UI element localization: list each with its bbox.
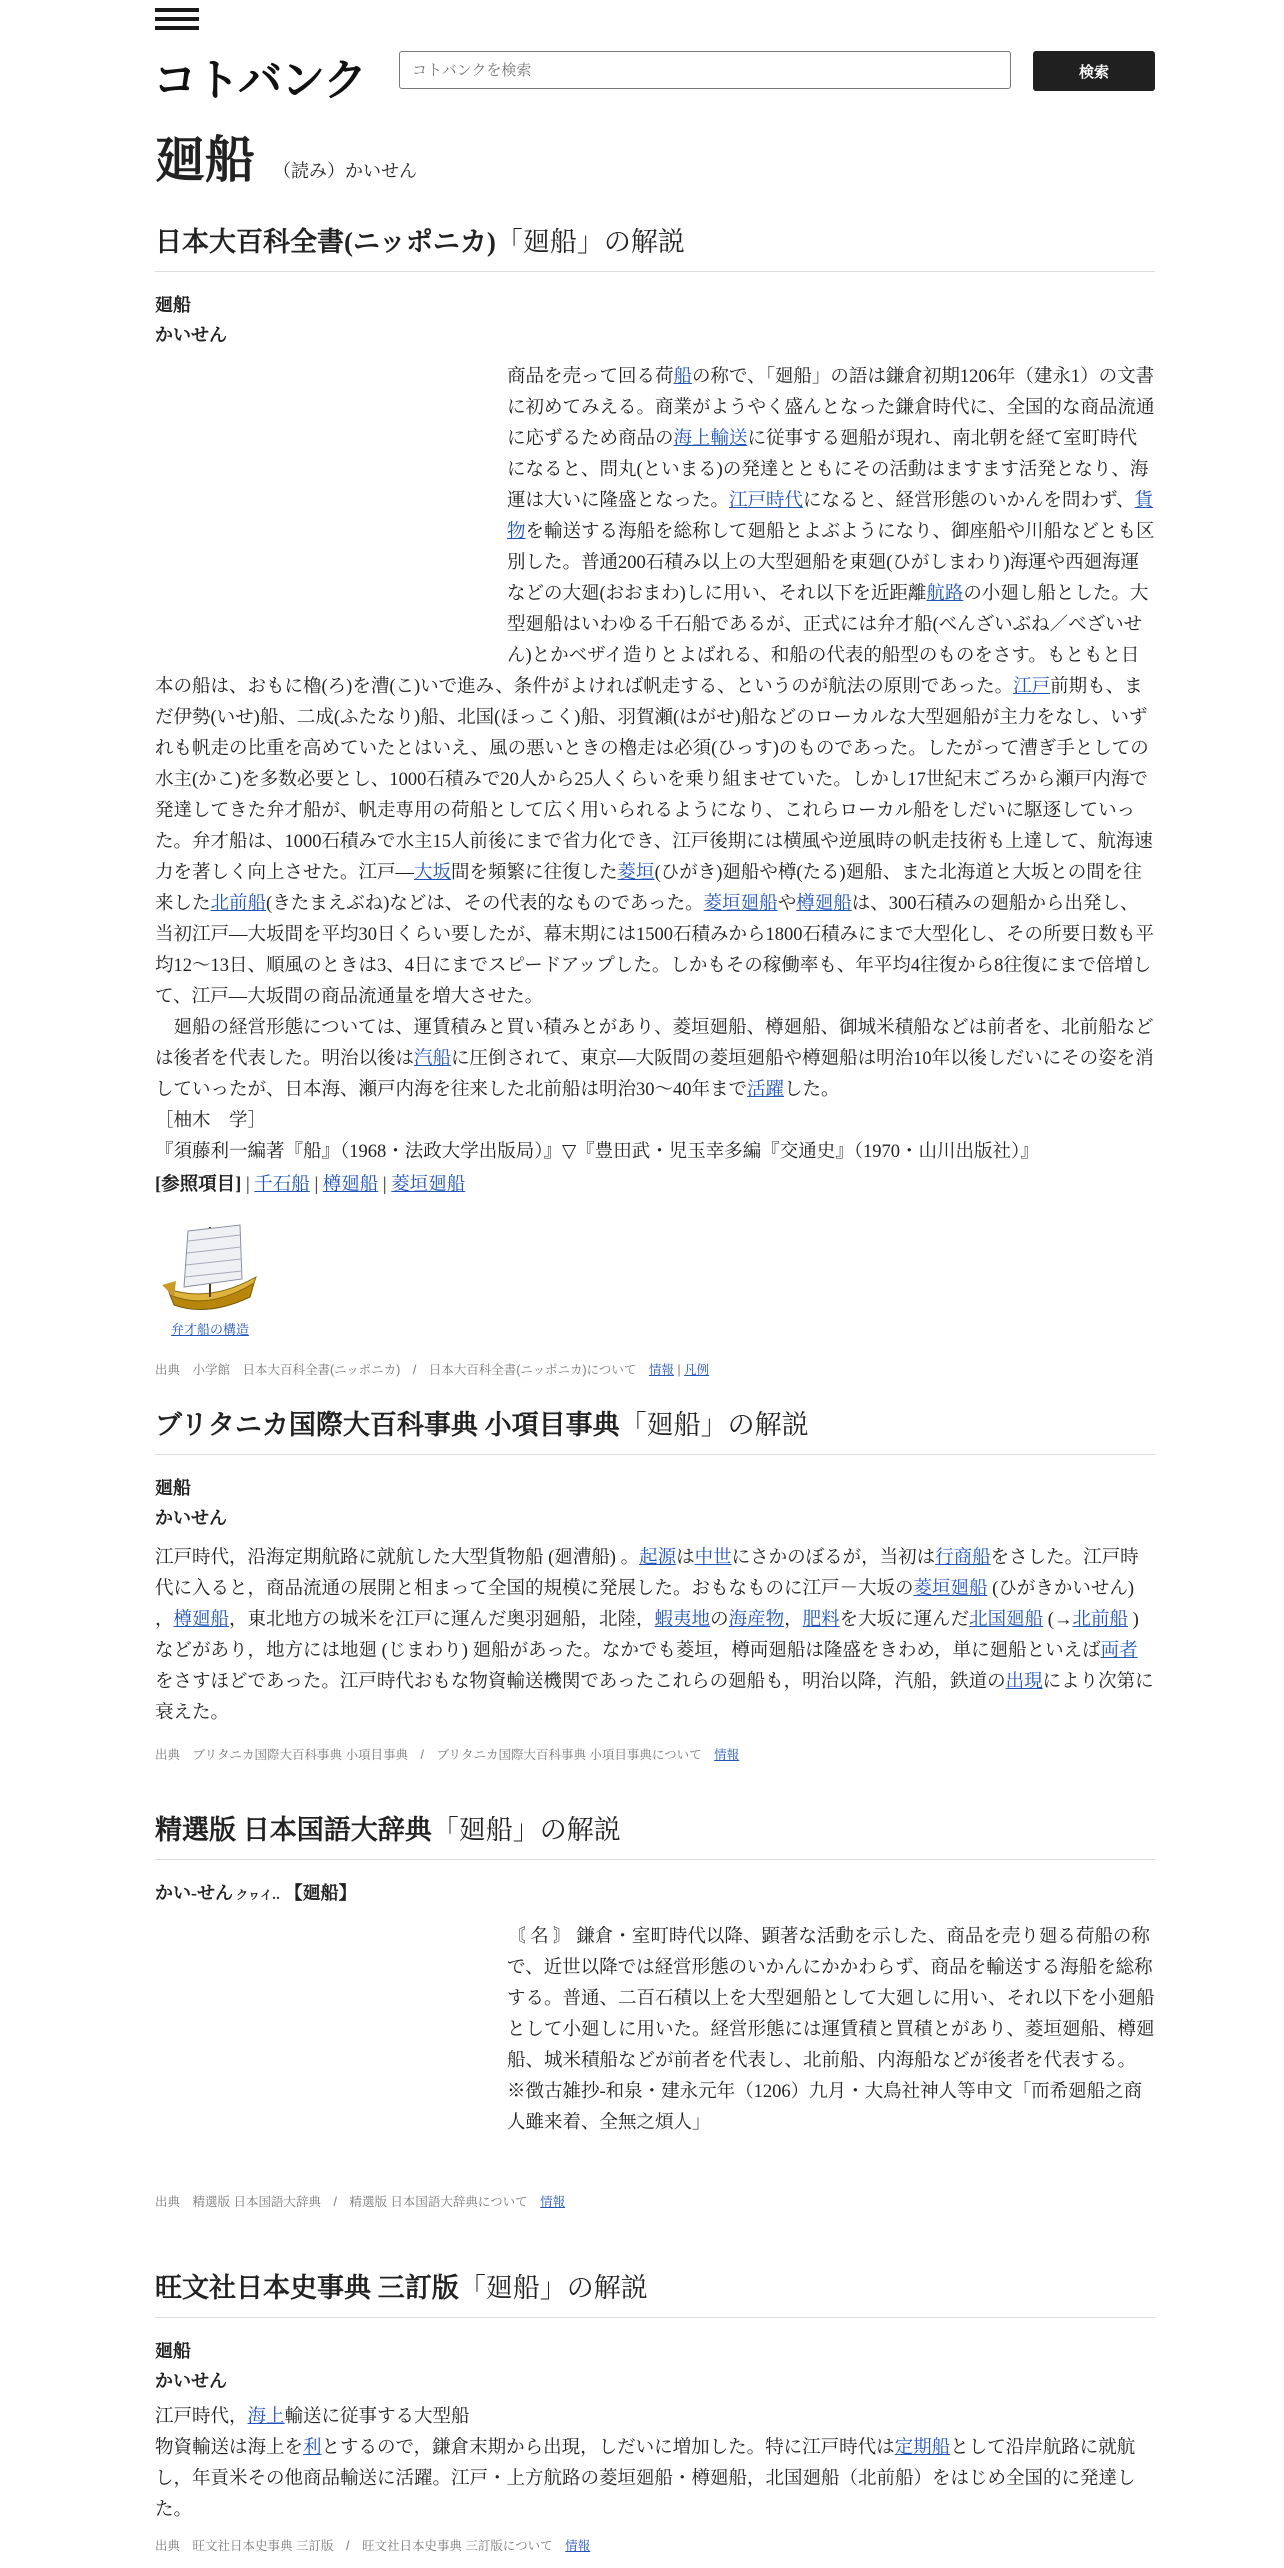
info-link[interactable]: 情報 (714, 1748, 740, 1762)
dictionary-name: 精選版 日本国語大辞典 (155, 1815, 432, 1845)
link[interactable]: 貨物 (507, 491, 1154, 542)
source-line: 出典 ブリタニカ国際大百科事典 小項目事典 / ブリタニカ国際大百科事典 小項目事典について 情報 (155, 1748, 740, 1762)
info-link[interactable]: 情報 (648, 1363, 674, 1377)
summary: 江戸時代，海上輸送に従事する大型船 (155, 2407, 470, 2427)
page-title (155, 120, 417, 192)
heading-suffix: 「廻船」の解説 (458, 2273, 648, 2303)
section-heading (155, 220, 1155, 272)
link[interactable]: 江戸 (1013, 677, 1051, 697)
source-line: 出典 精選版 日本国語大辞典 / 精選版 日本国語大辞典について 情報 (155, 2195, 566, 2209)
entry-word: 廻船 (155, 132, 255, 188)
heading-suffix: 「廻船」の解説 (619, 1410, 809, 1440)
link[interactable]: 航路 (926, 584, 964, 604)
ship-image[interactable] (158, 1211, 262, 1319)
link[interactable]: 船 (673, 367, 693, 387)
see-also-link[interactable]: 千石船 (254, 1175, 310, 1195)
link[interactable]: 大坂 (414, 863, 452, 883)
headword-reading: かいせん (155, 2371, 227, 2391)
link[interactable]: 北前船 (1072, 1610, 1128, 1630)
figure[interactable] (155, 1211, 265, 1338)
info-link[interactable]: 情報 (540, 2195, 566, 2209)
link[interactable]: 海上輸送 (673, 429, 748, 449)
legend-link[interactable]: 凡例 (684, 1363, 710, 1377)
link[interactable]: 肥料 (802, 1610, 840, 1630)
article-body (155, 1922, 1155, 2192)
source-line: 出典 小学館 日本大百科全書(ニッポニカ) / 日本大百科全書(ニッポニカ)について 情報 | 凡例 (155, 1363, 710, 1377)
headword-reading: かいせん (155, 1508, 227, 1528)
link[interactable]: 樽廻船 (173, 1610, 230, 1630)
link[interactable]: 菱垣廻船 (913, 1579, 988, 1599)
menu-icon[interactable] (155, 8, 199, 30)
link[interactable]: 利 (303, 2438, 322, 2458)
article-body (155, 362, 1155, 1201)
link[interactable]: 活躍 (747, 1080, 785, 1100)
headword-kanji: 廻船 (155, 1478, 191, 1498)
link[interactable]: 中世 (694, 1548, 732, 1568)
link[interactable]: 海産物 (728, 1610, 785, 1630)
link[interactable]: 海上 (247, 2407, 285, 2427)
link[interactable]: 蝦夷地 (654, 1610, 711, 1630)
dictionary-name: 旺文社日本史事典 三訂版 (155, 2273, 459, 2303)
link[interactable]: 汽船 (414, 1049, 452, 1069)
headword-reading: かいせん (155, 325, 227, 345)
heading-suffix: 「廻船」の解説 (495, 227, 685, 257)
headword-kanji: 廻船 (155, 295, 191, 315)
section-heading (155, 1403, 1155, 1455)
figure-caption[interactable]: 弁才船の構造 (170, 1322, 249, 1337)
image-placeholder (155, 362, 507, 662)
search-button[interactable]: 検索 (1033, 51, 1155, 91)
section-kokugo (155, 1808, 1155, 2210)
link[interactable]: 菱垣 (617, 863, 655, 883)
link[interactable]: 行商船 (935, 1548, 991, 1568)
search-input[interactable] (399, 51, 1011, 89)
section-heading (155, 1808, 1155, 1860)
definition: 〘 名 〙 鎌倉・室町時代以降、顕著な活動を示した、商品を売り廻る荷船の称で、近世以降では経営形態のいかんにかかわらず、商品を輸送する海船を総称する。普通、二百石積以上を大型廻船として大廻しに用い、それ以下を小廻船として小廻しに用いた。経営形態には運賃積と買積とがあり、菱垣廻船、樽廻船、城米積船などが前者を代表し、北前船、内海船などが後者を代表する。 (507, 1927, 1155, 2071)
section-obunsha (155, 2266, 1155, 2554)
link[interactable]: 江戸時代 (729, 491, 804, 511)
headword: かい‐せん クヮイ‥ 【廻船】 (155, 1883, 357, 1903)
info-link[interactable]: 情報 (565, 2539, 591, 2553)
paragraph: 商品を売って回る荷船の称で、「廻船」の語は鎌倉初期1206年（建永1）の文書に初めてみえる。商業がようやく盛んとなった鎌倉時代に、全国的な商品流通に応ずるため商品の海上輸送に従事する廻船が現れ、南北朝を経て室町時代になると、問丸(といまる)の発達とともにその活動はますます活発となり、海運は大いに隆盛となった。江戸時代になると、経営形態のいかんを問わず、貨物を輸送する海船を総称して廻船とよぶようになり、御座船や川船などとも区別した。普通200石積み以上の大型廻船を東廻(ひがしまわり)海運や西廻海運などの大廻(おおまわ)しに用い、それ以下を近距離航路の小廻し船とした。大型廻船はいわゆる千石船であるが、正式には弁才船(べんざいぶね／べざいせん)とかベザイ造りとよばれる、和船の代表的船型のものをさす。もともと日本の船は、おもに櫓(ろ)を漕(こ)いで進み、条件がよければ帆走する、というのが航法の原則であった。江戸前期も、まだ伊勢(いせ)船、二成(ふたなり)船、北国(ほっこく)船、羽賀瀬(はがせ)船などのローカルな大型廻船が主力をなし、いずれも帆走の比重を高めていたとはいえ、風の悪いときの櫓走は必須(ひっす)のものであった。したがって漕ぎ手としての水主(かこ)を多数必要とし、1000石積みで20人から25人くらいを乗り組ませていた。しかし17世紀末ごろから瀬戸内海で発達してきた弁才船が、帆走専用の荷船として広く用いられるようになり、これらローカル船をしだいに駆逐していった。弁才船は、1000石積みで水主15人前後にまで省力化でき、江戸後期には横風や逆風時の帆走技術も上達して、航海速力を著しく向上させた。江戸―大坂間を頻繁に往復した菱垣(ひがき)廻船や樽(たる)廻船、また北海道と大坂との間を往来した北前船(きたまえぶね)などは、その代表的なものであった。菱垣廻船や樽廻船は、300石積みの廻船から出発し、当初江戸―大坂間を平均30日くらい要したが、幕末期には1500石積みから1800石積みにまで大型化し、その所要日数も平均12～13日、順風のときは3、4日にまでスピードアップした。しかもその稼働率も、年平均4往復から8往復にまで倍増して、江戸―大坂間の商品流通量を増大させた。 (155, 367, 1155, 1007)
references: 『須藤利一編著『船』（1968・法政大学出版局）』▽『豊田武・児玉幸多編『交通史』（1970・山川出版社）』 (155, 1142, 1039, 1162)
paragraph: 廻船の経営形態については、運賃積みと買い積みとがあり、菱垣廻船、樽廻船、御城米積船などは前者を、北前船などは後者を代表した。明治以後は汽船に圧倒されて、東京―大阪間の菱垣廻船や樽廻船は明治10年以後しだいにその姿を消していったが、日本海、瀬戸内海を往来した北前船は明治30～40年まで活躍した。 (155, 1018, 1154, 1100)
paragraph: 物資輸送は海上を利とするので，鎌倉末期から出現，しだいに増加した。特に江戸時代は定期船として沿岸航路に就航し，年貢米その他商品輸送に活躍。江戸・上方航路の菱垣廻船・樽廻船，北国廻船（北前船）をはじめ全国的に発達した。 (155, 2438, 1136, 2520)
citation: ※徴古雑抄‐和泉・建永元年（1206）九月・大鳥社神人等申文「而希廻船之商人雖来着、全無之煩人」 (507, 2082, 1143, 2133)
dictionary-name: ブリタニカ国際大百科事典 小項目事典 (155, 1410, 620, 1440)
see-also-link[interactable]: 樽廻船 (322, 1175, 379, 1195)
dictionary-name: 日本大百科全書(ニッポニカ) (155, 227, 496, 257)
headword-kanji: 廻船 (155, 2341, 191, 2361)
link[interactable]: 定期船 (894, 2438, 951, 2458)
link[interactable]: 両者 (1100, 1641, 1138, 1661)
entry-reading: （読み）かいせん (273, 161, 417, 181)
see-also: [参照項目] | 千石船 | 樽廻船 | 菱垣廻船 (155, 1175, 466, 1195)
paragraph: 江戸時代，沿海定期航路に就航した大型貨物船 (廻漕船) 。起源は中世にさかのぼるが，当初は行商船をさした。江戸時代に入ると，商品流通の展開と相まって全国的規模に発展した。おもなものに江戸－大坂の菱垣廻船 (ひがきかいせん) ，樽廻船，東北地方の城米を江戸に運んだ奥羽廻船，北陸，蝦夷地の海産物，肥料を大坂に運んだ北国廻船 (→北前船 ) などがあり，地方には地廻 (じまわり) 廻船があった。なかでも菱垣，樽両廻船は隆盛をきわめ，単に廻船といえば両者をさすほどであった。江戸時代おもな物資輸送機関であったこれらの廻船も，明治以降，汽船，鉄道の出現により次第に衰えた。 (155, 1548, 1154, 1723)
headword (155, 1473, 1155, 1533)
headword (155, 2336, 1155, 2396)
site-logo[interactable]: コトバンク (153, 56, 367, 105)
source-line: 出典 旺文社日本史事典 三訂版 / 旺文社日本史事典 三訂版について 情報 (155, 2539, 591, 2553)
link[interactable]: 出現 (1005, 1672, 1043, 1692)
link[interactable]: 樽廻船 (796, 894, 852, 914)
author: ［柚木 学］ (155, 1111, 267, 1131)
see-also-link[interactable]: 菱垣廻船 (391, 1175, 466, 1195)
link[interactable]: 北前船 (210, 894, 267, 914)
link[interactable]: 起源 (639, 1548, 677, 1568)
link[interactable]: 北国廻船 (969, 1610, 1044, 1630)
section-heading (155, 2266, 1155, 2318)
section-nipponica (155, 220, 1155, 1378)
section-britannica (155, 1403, 1155, 1763)
headword (155, 290, 1155, 350)
heading-suffix: 「廻船」の解説 (431, 1815, 621, 1845)
link[interactable]: 菱垣廻船 (703, 894, 778, 914)
